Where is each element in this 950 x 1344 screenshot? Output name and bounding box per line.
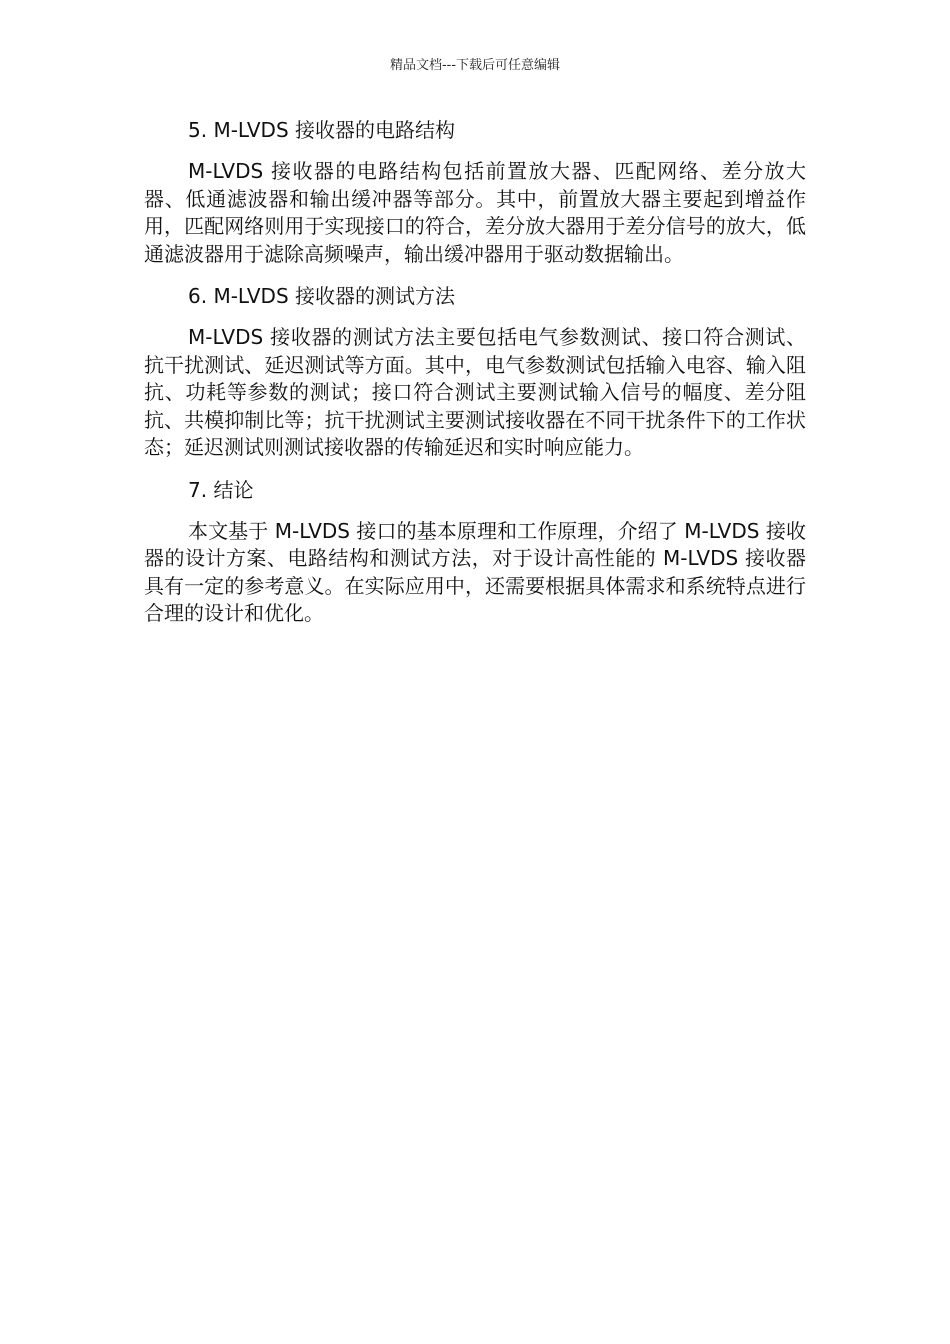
document-body [144,116,806,628]
section-paragraph-7: 本文基于 M-LVDS 接口的基本原理和工作原理，介绍了 M-LVDS 接收器的设计方案、电路结构和测试方法，对于设计高性能的 M-LVDS 接收器具有一定的参考意义。在实际应用中，还需要根据具体需求和系统特点进行合理的设计和优化。 [144,518,806,625]
section-paragraph-5: M-LVDS 接收器的电路结构包括前置放大器、匹配网络、差分放大器、低通滤波器和输出缓冲器等部分。其中，前置放大器主要起到增益作用，匹配网络则用于实现接口的符合，差分放大器用于差分信号的放大，低通滤波器用于滤除高频噪声，输出缓冲器用于驱动数据输出。 [144,159,806,266]
page-header: 精品文档---下载后可任意编辑 [389,58,561,73]
section-heading-7: 7. 结论 [188,477,254,502]
section-heading-5: 5. M-LVDS 接收器的电路结构 [188,118,455,142]
section-paragraph-6: M-LVDS 接收器的测试方法主要包括电气参数测试、接口符合测试、抗干扰测试、延迟测试等方面。其中，电气参数测试包括输入电容、输入阻抗、功耗等参数的测试；接口符合测试主要测试输入信号的幅度、差分阻抗、共模抑制比等；抗干扰测试主要测试接收器在不同干扰条件下的工作状态；延迟测试则测试接收器的传输延迟和实时响应能力。 [144,325,806,459]
section-heading-6: 6. M-LVDS 接收器的测试方法 [188,284,455,308]
